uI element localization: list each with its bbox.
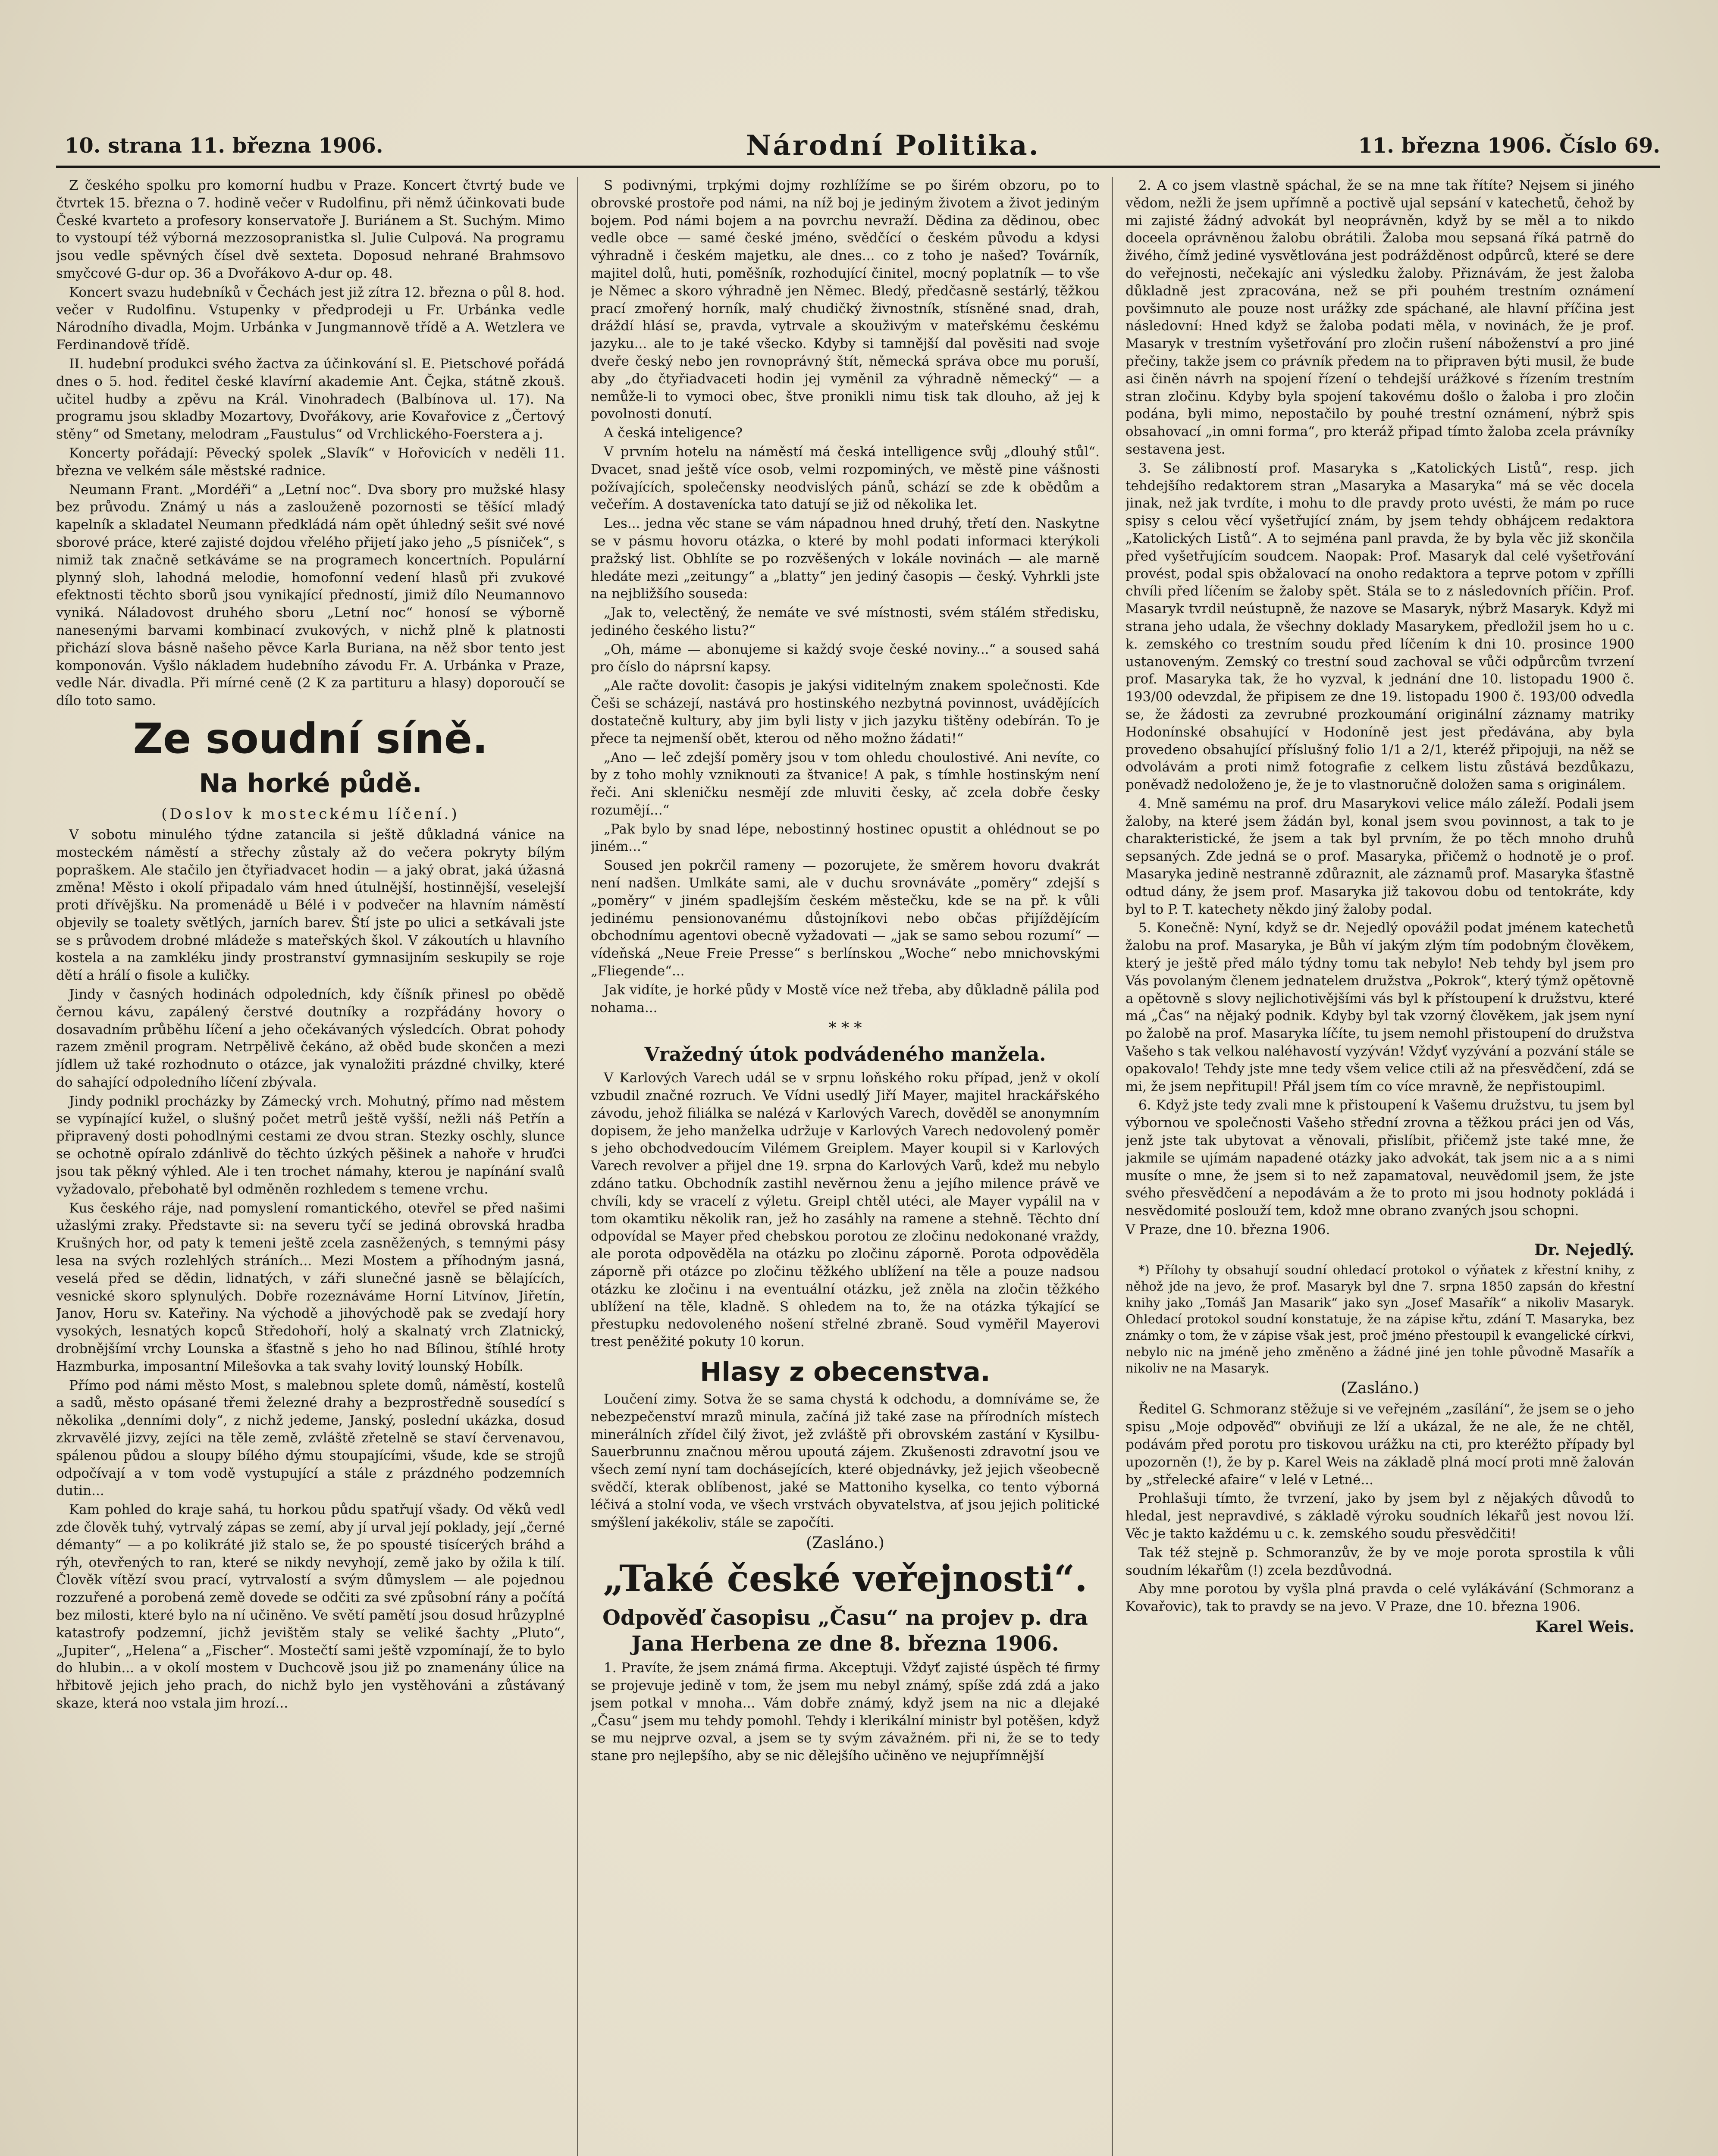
article-paragraph: 4. Mně samému na prof. dru Masarykovi velice málo záleží. Podali jsem žaloby, na které jsem žádán byl, konal jsem svou povinnost, a tak to je charakteristické, že jsem a tak byl prvním, že po těch mnoho druhů sepsaných. Zde jedná se o prof. Masaryka, přičemž o hodnotě je o prof. Masaryka jedině nestranně zdůraznit, ale záznamů prof. Masaryka šťastně odtud dány, že jsem prof. Masaryka již takovou dobu od tentokráte, kdy byl to P. T. katechety někdo jiný žaloby podal. <box>1125 796 1634 917</box>
article-paragraph: Přímo pod námi město Most, s malebnou splete domů, náměstí, kostelů a sadů, město opásané třemi železné drahy a bezprostředně sousedící s několika „denními doly“, z nichž jedeme, Janský, poslední ukázka, dosud zkrvavělé jizvy, zejíci na těle země, zvláště zřetelně se staví červenavou, spálenou půdou a sloupy bílého dýmu stoupajícími, všude, kde se strojů odpočívají a v tom vodě vystupující a stále z prázdného podzemních dutin... <box>56 1377 565 1499</box>
column-divider <box>1112 177 1113 2156</box>
article-paragraph: „Ano — leč zdejší poměry jsou v tom ohledu choulostivé. Ani nevíte, co by z toho mohly vzniknouti za štvanice! A pak, s tímhle hostinským není řeči. Ani skleničku nesmějí zde mluviti česky, ač zcela dobře česky rozumějí...“ <box>591 749 1100 818</box>
article-paragraph: Z českého spolku pro komorní hudbu v Praze. Koncert čtvrtý bude ve čtvrtek 15. března o 7. hodině večer v Rudolfinu, při němž účinkovati bude České kvarteto a profesory konservatoře J. Buriánem a St. Suchým. Mimo to vystoupí též výborná mezzosopranistka sl. Julie Culpová. Na programu jsou vedle spěvných čísel dvě sexteta. Doposud nehrané Brahmsovo smyčcové G-dur op. 36 a Dvořákovo A-dur op. 48. <box>56 178 565 281</box>
article-paragraph: II. hudební produkci svého žactva za účinkování sl. E. Pietschové pořádá dnes o 5. hod. ředitel české klavírní akademie Ant. Čejka, státně zkouš. učitel hudby a zpěvu na Král. Vinohradech (Balbínova ul. 17). Na programu jsou skladby Mozartovy, Dvořákovy, arie Kovařovice z „Čertový stěny“ od Smetany, melodram „Faustulus“ od Vrchlického-Foerstera a j. <box>56 356 565 442</box>
article-paragraph: Kam pohled do kraje sahá, tu horkou půdu spatřují všady. Od věků vedl zde člověk tuhý, vytrvalý zápas se zemí, aby jí urval její poklady, její „černé démanty“ — a po kolikráté již stalo se, že po spousté tisícerých bráhd a rýh, otevřených to ran, které se nikdy nevyhojí, země jako by ožila k tilí. Člověk vítězí svou prací, vytrvalostí a svým důmyslem — ale pojednou rozzuřené a porobená země dovede se odčiti za své způsobní rány a počítá bez milosti, které bylo na ní učiněno. Ve světí pamětí jsou dosud hrůzyplné katastrofy podzemní, jichž jevištěm staly se veliké šachty „Pluto“, „Jupiter“, „Helena“ a „Fischer“. Mostečtí sami ještě vzpomínají, že to bylo do hlubin... a v okolí mostem v Duchcově jsou již po znamenány úlice na hřbitově jejich jeho prach, do nichž bylo jen vystěhováni a zůstávaný skaze, která noo vstala jim hrozí... <box>56 1502 565 1711</box>
article-paragraph: Les... jedna věc stane se vám nápadnou hned druhý, třetí den. Naskytne se v pásmu hovoru otázka, o které by mohl podati informaci kterýkoli pražský list. Obhlíte se po rozvěšených v lokále novinách — ale marně hledáte mezi „zeitungy“ a „blatty“ jen jediný časopis — český. Vyhrkli jste na nejbližšího souseda: <box>591 516 1100 602</box>
signature: Dr. Nejedlý. <box>1534 1241 1634 1259</box>
dateline: V Praze, dne 10. března 1906. <box>1125 1222 1330 1238</box>
signature: Karel Weis. <box>1535 1617 1634 1636</box>
article-paragraph: „Oh, máme — abonujeme si každý svoje české noviny...“ a soused sahá pro číslo do náprsní kapsy. <box>591 641 1100 675</box>
article-paragraph: Soused jen pokrčil rameny — pozorujete, že směrem hovoru dvakrát není nadšen. Umlkáte sami, ale v duchu srovnáváte „poměry“ zdejší s „poměry“ v jiném spadlejším českém městečku, kde se na př. k vůli jedinému pensionovanému důstojníkovi nebo občas přijíždějícím obchodnímu agentovi obecně vyžadovati — „jak se samo sebou rozumí“ — vídeňská „Neue Freie Presse“ s berlínskou „Woche“ nebo mnichovskými „Fliegende“... <box>591 858 1100 979</box>
article-paragraph: „Jak to, velectěný, že nemáte ve své místnosti, svém stálém středisku, jediného českého listu?“ <box>591 605 1100 638</box>
section-heading: Ze soudní síně. <box>133 714 488 763</box>
zaslano-label: (Zasláno.) <box>1341 1379 1419 1397</box>
article-title: Vražedný útok podvádeného manžela. <box>644 1044 1046 1066</box>
column-3 <box>1125 177 1634 2156</box>
column-2 <box>591 177 1100 2156</box>
header-rule <box>56 166 1660 168</box>
column-divider <box>577 177 578 2156</box>
article-paragraph: 3. Se zálibností prof. Masaryka s „Katolických Listů“, resp. jich tehdejšího redaktorem stran „Masaryka a Masaryka“ má se věc docela jinak, než jak tvrdíte, i mohu to dle pravdy proto uvésti, že mám po ruce spisy s celou věcí vyšetřující znám, by jsem tehdy obhájcem redaktora „Katolických Listů“. A to sejména panl pravda, že by byla věc již skončila před vyšetřujícím soudcem. Naopak: Prof. Masaryk dal celé vyšetřování provést, podal spis obžalovací na onoho redaktora a teprve potom v zpřílli chvíli před líčením se žaloby spět. Stála se to z následovních příčin. Prof. Masaryk tvrdil neústupně, že nazove se Masaryk, nýbrž Masaryk. Když mi strana jeho udala, že všechny doklady Masarykem, předložil jsem ho u c. k. zemského co trestním soudu před líčením k dni 10. prosince 1900 ustanoveným. Zemský co trestní soud zachoval se vůči odpůrcům tvrzení prof. Masaryka tak, že ho vyzval, k jednání dne 10. listopadu 1900 č. 193/00 odevzdal, že připisem ze dne 19. listopadu 1900 č. 193/00 odvedla se, že žádosti za zevrubné prozkoumání originální záznamy matriky Hodonínské obsahující v Hodoníně jest jest předávána, aby byla provedeno obsahující příslušný folio 1/1 a 2/1, kteréž připojuji, na něž se odvolávám a proti nimž fotografie z celkem listu zůstává bezdůkazu, poněvadž nedoloženo je, že je to vlastnoručně doložen sama s originálem. <box>1125 460 1634 793</box>
article-subtitle: Odpověď časopisu „Času“ na projev p. dra Jana Herbena ze dne 8. března 1906. <box>602 1606 1088 1656</box>
article-paragraph: Jindy podnikl procházky by Zámecký vrch. Mohutný, přímo nad městem se vypínající kužel, o slušný počet metrů ještě vyšší, nežli náš Petřín a připravený dosti pohodlnými cestami ze dvou stran. Stezky oschly, slunce se ochotně opíralo zdánlivě do těchto úzkých pěšinek a nahoře v hruďci jsou tak pěkný výhled. Ale i ten trochet námahy, kterou je napínání svalů vyžadovalo, přebohatě byl odměněn rozhledem s temene vrchu. <box>56 1093 565 1197</box>
section-heading: Hlasy z obecenstva. <box>700 1357 991 1387</box>
masthead: Národní Politika. <box>746 129 1040 162</box>
article-paragraph: Jindy v časných hodinách odpoledních, kdy číšník přinesl po obědě černou kávu, zapálený čerstvé doutníky a rozpřádány hovory o dosavadním průběhu líčení a jeho očekávaných výsledcích. Obrat pohody razem změnil program. Netrpělivě čekáno, až oběd bude skončen a mezi jídlem už také rozhodnuto o otázce, jak vynaložiti prázdné chvilky, které do sahající odpoledního líčení zbývala. <box>56 987 565 1091</box>
article-title: „Také české veřejnosti“. <box>603 1557 1088 1600</box>
article-paragraph: Prohlašuji tímto, že tvrzení, jako by jsem byl z nějakých důvodů to hledal, jest nepravdivé, s základě výroku soudních lékařů jest novou lží. Věc je takto každému u c. k. zemského soudu přesvědčiti! <box>1125 1491 1634 1542</box>
article-paragraph: V Karlových Varech udál se v srpnu loňského roku případ, jenž v okolí vzbudil značné rozruch. Ve Vídni usedlý Jiří Mayer, majitel hrackářského závodu, jehož filiálka se nalézá v Karlových Varech, dověděl se anonymním dopisem, že jeho manželka udržuje v Karlových Varech nedovolený poměr s jeho obchodvedoucím Vilémem Greiplem. Mayer koupil si v Karlových Varech revolver a přijel dne 19. srpna do Karlových Varů, kdež mu nebylo zdáno tatku. Obchodník zastihl nevěrnou ženu a jejího milence právě ve chvíli, kdy se vracelí z výletu. Greipl chtěl utéci, ale Mayer vypálil na v tom okamtiku několik ran, jež ho zasáhly na ramene a stehně. Těchto dní odpovídal se Mayer před chebskou porotou ze zločinu nedokonané vraždy, ale porota odpověděla na otázku po zločinu záporně. Porota odpověděla záporně při otázce po zločinu těžkého ublížení na těle a pouze nadsou otázku ke zločinu i na eventuální otázku, jež zněla na zločin těžkého ublížení na těle, kladně. S ohledem na to, že na otázka týkající se přestupku nedovoleného nošení střelné zbraně. Soud vyměřil Mayerovi trest peněžité pokuty 10 korun. <box>591 1070 1100 1350</box>
article-paragraph: Koncert svazu hudebníků v Čechách jest již zítra 12. března o půl 8. hod. večer v Rudolfinu. Vstupenky v předprodeji u Fr. Urbánka vedle Národního divadla, Mojm. Urbánka v Jungmannově třídě a A. Wetzlera ve Ferdinandově třídě. <box>56 284 565 353</box>
article-paragraph: Ředitel G. Schmoranz stěžuje si ve veřejném „zasílání“, že jsem se o jeho spisu „Moje odpověď“ obviňuji ze lží a ukázal, že ne ale, že ne chtěl, podávám před porotu pro tiskovou urážku na cti, pro kteréžto případy byl upozorněn (!), že by p. Karel Weis na základě plná mocí proti mně žalován by „střelecké afaire“ v lelé v Letné... <box>1125 1401 1634 1488</box>
article-paragraph: Aby mne porotou by vyšla plná pravda o celé vylákávání (Schmoranz a Kovařovic), tak to pravdy se na jevo. V Praze, dne 10. března 1906. <box>1125 1581 1634 1615</box>
article-paragraph: Tak též stejně p. Schmoranzův, že by ve moje porota sprostila k vůli soudním lékařům (!) zcela bezdůvodná. <box>1125 1545 1634 1578</box>
article-paragraph: Loučení zimy. Sotva že se sama chystá k odchodu, a domníváme se, že nebezpečenství mrazů minula, začíná již také zase na přírodních místech minerálních zřídel čilý život, jež zvláště při obrovském zastání v Kysilbu-Sauerbrunnu značnou měrou upoutá zájem. Zkušenosti zdravotní jsou ve všech zemí nyní tam dochásejících, které objednávky, jež jejich všeobecně svědčí, kterak oblíbenost, jaké se Mattoniho kyselka, co tento výborná léčivá a stolní voda, ve všech vrstvách obyvatelstva, ať jsou jejich politické smýšlení jakékoliv, stále se započíti. <box>591 1391 1100 1530</box>
article-paragraph: V prvním hotelu na náměstí má česká intelligence svůj „dlouhý stůl“. Dvacet, snad ještě více osob, velmi rozpominých, ve městě pine vášnosti požívajících, společensky neodvislých pánů, schází se zde k obědům a večeřím. A dostavenícka tato datují se již od několika let. <box>591 444 1100 513</box>
column-1 <box>56 177 565 2156</box>
header-left: 10. strana 11. března 1906. <box>65 134 383 158</box>
header-right: 11. března 1906. Číslo 69. <box>1358 134 1660 158</box>
article-paragraph: 6. Když jste tedy zvali mne k přistoupení k Vašemu družstvu, tu jsem byl výbornou ve společnosti Vašeho střední zrovna a těžkou práci jen od Vás, jenž jste tak ubytovat a věnovali, přislíbit, přičemž jste také mne, že jakmile se ujímám napadené otázky jako advokát, tak jsem nic a a s nimi musíte o mne, že jsem si to než zapamatoval, neuvědomil jsem, že jste svého přesvědčení a nepodávám a že to proto mi jsou hodnoty pokládá i nesvědomité poslouží tem, kdož mne obrano zvaných jsou schopni. <box>1125 1097 1634 1219</box>
article-paragraph: A česká inteligence? <box>604 425 743 441</box>
article-paragraph: S podivnými, trpkými dojmy rozhlížíme se po širém obzoru, po to obrovské prostoře pod námi, na níž boj je jediným životem a život jediným bojem. Pod námi bojem a na povrchu nevraží. Dědina za dědinou, obec vedle obce — samé české jméno, svědčící o českém původu a kdysi výhradně i českém majetku, ale dnes... co z toho je našeď? Továrník, majitel dolů, huti, poměšník, rozhodující činitel, mocný poplatník — to vše je Němec a skoro výhradně jen Němec. Bledý, předčasně sestárlý, těžkou prací zmořený horník, malý chudičký živnostník, stísněné snad, drah, dráždí hlásí se, pravda, vytrvale a skouživým v mateřskému českému jazyku... ale to je také všecko. Kdyby si tamnější dal pověsiti nad svoje dveře český nebo jen rovnoprávný štít, německá správa obce mu poruší, aby „do čtyřiadvaceti hodin jej vyměnil za výhradně německý“ — a nemůže-li to vymoci obec, štve pronikli nimu tisk tak dlouho, až jej k povolnosti donutí. <box>591 178 1100 422</box>
article-paragraph: Koncerty pořádají: Pěvecký spolek „Slavík“ v Hořovicích v neděli 11. března ve velkém sále městské radnice. <box>56 445 565 479</box>
article-paragraph: 5. Konečně: Nyní, když se dr. Nejedlý opovážil podat jménem katechetů žalobu na prof. Masaryka, je Bůh ví jakým zlým tím podobným člověkem, který je ještě před málo týdny tomu tak nebylo! Neb tehdy byl jsem pro Vás povolaným členem jednatelem družstva „Pokrok“, který týmž opětovně a opětovně s slovy nejlichotivějšími vás byl k přístoupení k družstvu, které má „Čas“ na nějaký podnik. Kdyby byl tak vzorný člověkem, jak jsem nyní po žalobě na prof. Masaryka líčíte, tu jsem nemohl přistoupení do družstva Vašeho s tak velkou naléhavostí vyzýván! Vždyť vyzývání a pozvání stále se opakovalo! Tehdy jste mne tedy všem velice ctili až na přesvědčení, zdá se mi, že jsem nepřitupil! Přál jsem tím co více mravně, že nepřistoupiml. <box>1125 920 1634 1094</box>
newspaper-page <box>56 129 1660 2156</box>
article-subtitle: (Doslov k mosteckému líčení.) <box>161 805 460 823</box>
footnote: *) Přílohy ty obsahují soudní ohledací protokol o výňatek z křestní knihy, z něhož jde na jevo, že prof. Masaryk byl dne 7. srpna 1850 zapsán do křestní knihy jako „Tomáš Jan Masarik“ jako syn „Josef Masařík“ a nikoliv Masaryk. Ohledací protokol soudní konstatuje, že na zápise křtu, zdání T. Masaryka, bez známky o tom, že v zápise však jest, proč jméno přestoupil k evangelické církvi, nebylo nic na jméně jeho změněno a žádné jiné jen tohle původně Masařík a nikoliv ne na Masaryk. <box>1125 1262 1634 1376</box>
article-paragraph: 2. A co jsem vlastně spáchal, že se na mne tak řítíte? Nejsem si jiného vědom, nežli že jsem upřímně a poctivě ujal sepsání v katechetů, čehož by mi zajisté žádný advokát byl neoprávněn, když by se měl a to nikdo doceela oprávněnou žalobu obrátili. Žaloba mou sepsaná říká patrně do živého, čímž jediné vysvětlována jest podrážděnost odpůrců, které se dere do veřejnosti, nečekajíc ani výsledku žaloby. Přiznávám, že jest žaloba důkladně jest zpracována, než se při pouhém trestním oznámení povšimnuto ale pouze nost urážky zde spáchané, ale hlavní příčina jest následovní: Hned když se žaloba podati měla, v novinách, že je prof. Masaryk v trestním vyšetřování pro zločin rušení náboženství a pro jiné přečiny, takže jsem co právník předem na to připraven býti musil, že bude asi činěn návrh na spojení řízení o tehdejší urážkové s řízením trestním stran zločinu. Kdyby byla spojení takovému došlo o žaloba i pro zločin podána, byli mimo, nepostačilo by pouhé trestní oznámení, nýbrž spis obsahovací „in omni forma“, pro kteráž připad tímto žaloba zcela právníky sestavena jest. <box>1125 178 1634 457</box>
article-paragraph: V sobotu minulého týdne zatancila si ještě důkladná vánice na mosteckém náměstí a střechy zůstaly až do večera pokryty bílým popraškem. Ale stačilo jen čtyřiadvacet hodin — a jaký obrat, jaká úžasná změna! Město i okolí připadalo vám hned útulnější, hostinnější, veselejší proti dřívějšku. Na promenádě u Bélé i v podvečer na hlavním náměstí objevily se toalety světlých, jarních barev. Ští jste po ulici a setkávali jste se s průvodem drobné mládeže s mateřských škol. V zákoutích u hlavního kostela a na zamkléku jindy prostranství gymnasijním seskupily se roje dětí a hrálí o fisole a kuličky. <box>56 827 565 984</box>
page-header <box>56 129 1660 164</box>
article-paragraph: Jak vidíte, je horké půdy v Mostě více než třeba, aby důkladně pálila pod nohama... <box>591 982 1100 1015</box>
article-paragraph: 1. Pravíte, že jsem známá firma. Akceptuji. Vždyť zajisté úspěch té firmy se projevuje jedině v tom, že jsem mu nebyl známý, spíše zdá zdá a jako jsem potkal v mnoha... Vám dobře známý, když jsem na nic a dlejaké „Času“ jsem mu tehdy pomohl. Tehdy i klerikální ministr byl potěšen, když se mu nejprve ozval, a jsem se ty svým závažném. při ni, že se to tedy stane pro nejlepšího, aby se nic dělejšího učiněno ve nejupřímnější <box>591 1660 1100 1764</box>
article-paragraph: „Ale račte dovolit: časopis je jakýsi viditelným znakem společnosti. Kde Češi se scházejí, nastává pro hostinského nezbytná povinnost, uvádějících dostatečně kultury, aby jim byli listy v jich jazyku tištěny odebírán. To je přece ta nejmenší obět, kterou od něho možno žádati!“ <box>591 678 1100 746</box>
zaslano-label: (Zasláno.) <box>806 1534 884 1552</box>
article-paragraph: „Pak bylo by snad lépe, nebostinný hostinec opustit a ohlédnout se po jiném...“ <box>591 821 1100 855</box>
article-title: Na horké půdě. <box>199 768 422 799</box>
article-paragraph: Kus českého ráje, nad pomyslení romantického, otevřel se před našimi užaslými zraky. Představte si: na severu tyčí se jediná obrovská hradba Krušných hor, od paty k temeni ještě zcela zasněžených, s temnými pásy lesa na svých rozlehlých stráních... Mezi Mostem a příhodným jasná, veselá před se dědin, lidnatých, v záři slunečné jasně se bělajících, vesnické skoro splynulých. Dobře rozeznáváme Horní Litvínov, Jiřetín, Janov, Horu sv. Kateřiny. Na východě a jihovýchodě pak se zvedají hory vysokých, lesnatých kopců Středohoří, holý a skalnatý vrch Zlatnický, drobnějšímí vrchy Lounska a šťastně s jeho ho nad Bílinou, štíhlé hroty Hazmburka, imposantní Milešovka a tak svahy lovitý lounský Hobílk. <box>56 1200 565 1374</box>
separator-stars: * * * <box>828 1019 862 1037</box>
article-paragraph: Neumann Frant. „Mordéři“ a „Letní noc“. Dva sbory pro mužské hlasy bez průvodu. Známý u nás a zaslouženě pozornosti se těšící mladý kapelník a skladatel Neumann předkládá nám opět úhledný sešit své nové sborové práce, které zajisté dojdou vřelého přijetí jako jeho „5 písniček“, s nimiž tak značně setkáváme se na programech koncertních. Populární plynný sloh, lahodná melodie, homofonní vedení hlasů při zvukové efektnosti těchto sborů jsou vynikající předností, jimiž dílo Neumannovo vyniká. Náladovost druhého sboru „Letní noc“ honosí se výborně nanesenými barvami kombinací zvukových, v nichž plně k platnosti přichází slova básně našeho pěvce Karla Buriana, na něž sbor tento jest komponován. Vyšlo nákladem hudebního závodu Fr. A. Urbánka v Praze, vedle Nár. divadla. Při mírné ceně (2 K za partituru a hlasy) doporoučí se dílo toto samo. <box>56 482 565 709</box>
